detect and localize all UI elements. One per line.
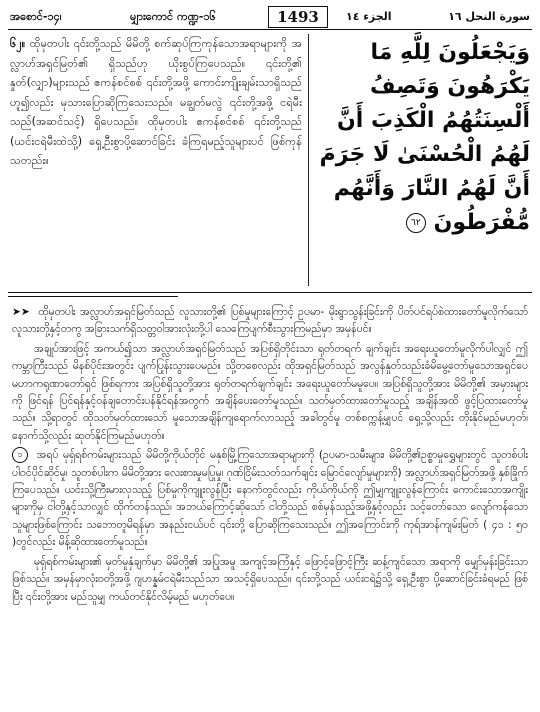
page-number: 1493 [268, 6, 328, 28]
page-header [8, 6, 532, 28]
translation-text: ထိုမှတပါး ၎င်းတို့သည် မိမိတို့ စက်ဆုပ်ကြကုန်သောအရာများကို အလ္လာဟ်အရှင်မြတ်၏ ရှိသည်ဟု ယိုးစွပ်ကြပေသည်။ ၎င်းတို့၏ နှုတ်(လျှာ)များသည် ဧကန်စင်စစ် ၎င်းတို့အဖို့ ကောင်းကျိုးချမ်းသာရှိသည်ဟူ၍လည်း မုသားပြောဆိုကြသေးသည်။ မချွတ်မလွဲ ၎င်းတို့အဖို့ ငရဲမီးသည်(အဆင်သင့်) ရှိပေသည်။ ထိုမှတပါး ဧကန်စင်စစ် ၎င်းတို့သည် (ယင်းငရဲမီးထဲသို့) ရှေ့ဦးစွာပို့ဆောင်ခြင်း ခံကြရမည့်သူများပင် ဖြစ်ကုန်သတည်း။ [10, 37, 302, 167]
translation-column [10, 34, 302, 286]
footnote-number: ၁ [12, 447, 28, 463]
arabic-verse [314, 36, 530, 240]
commentary-paragraph-2 [12, 341, 528, 445]
commentary-paragraph-3 [12, 447, 528, 551]
header-rule [8, 29, 532, 30]
commentary-text-2: အချုပ်အားဖြင့် အကယ်၍သာ အလ္လာဟ်အရှင်မြတ်သည် အပြစ်ရှိတိုင်းသာ ရုတ်တရက် ချက်ချင်း အရေးယူတော်မူလိုက်ပါလျှင် ဤကမ္ဘာကြီးသည် မိနစ်ပိုင်းအတွင်း ပျက်ပြုန်းသွားပေမည်။ သို့တစေလည်း ထိုအရှင်မြတ်သည် အလွန်နှုတ်သည်းခံမိမွေ့တော်မူသောအရှင်ပေ မဟာကရုဏာတော်ရှင် ဖြစ်ရကား အပြစ်ရှိသူတို့အား ရုတ်တရက်ချက်ချင်း အရေးယူတော်မမူပေ။ အပြစ်ရှိသူတို့အား မိမိတို့၏ အမှားများကို ဖြင်ရန် ပြင်ရန်နှင့်ဝန်ချတောင်းပန်နိုင်ရန်အတွက် အချိန်ပေးတော်မူသည်။ သတ်မှတ်ထားတော်မူသည့် အချိန်အထိ ဖွင့်ပြထားတော်မူသည်။ သို့ရာတွင် ထိုသတ်မှတ်ထားသော် မူသောအချိန်ကျရောက်လာသည့် အခါတွင်မူ တစ်စက္ကန့်မျှပင် ရှေ့သို့လည်း တိုးနိုင်မည်မဟုတ်၊ နောက်သို့လည်း ဆုတ်နိုင်ကြမည်မဟုတ်။ [12, 342, 528, 442]
commentary-section [12, 304, 528, 704]
commentary-text-3: အရပ် မုရှ်ရစ်ကမ်းများသည် မိမိတို့ကိုယ်တိုင် မနှစ်မြို့ကြသောအရာများကို (ဥပမာ-သမီးများ၊ မိမိတို့၏ဥစ္စာမှုရွှေများတွင် သူတစ်ပါးပါဝင်ပိုင်ဆိုင်မှု၊ သူတစ်ပါးက မိမိတို့အား လေးစားမှုမပြုမှု၊ ဂုဏ်ငြိမ်းသတ်သက်ချင်း မြောင်လျော်မှုများကို) အလ္လာဟ်အရှင်မြတ်အဖို့ နှစ်ခြိုက်ကြပေသည်။ ယင်းသို့ကြီးမားလှသည့် ပြစ်မှုကိုကျူးလွန်ပြီး နောက်တွင်လည်း ကိုယ်ကိုယ်ကို ဤမျှကျူးလွန်ကြောင်း ကောင်းသောအကျိုးများကိုမှ ငါတို့နှင့်သာလျှင် ထိုက်တန်သည်၊ အဘယ်ကြောင့်ဆိုသော် ငါတို့သည် စစ်မှန်သည့်အဖို့နှင့်လည်း သင့်တော်သော လျော်ကန်သောသူများဖြစ်ကြောင်း သဘောတူမိရန်မှာ အနည်းငယ်ပင် ၎င်းတို့ ပြောဆိုကြသေးသည်။ ဤအကြောင်းကို ကုရ်အာန်ကျမ်းမြတ် ( ၄၁ : ၅၀ )တွင်လည်း မိန့်ဆိုထားတော်မူသည်။ [12, 449, 528, 549]
footnote-rule [8, 296, 178, 297]
commentary-paragraph-1 [12, 304, 528, 339]
arrow-marker-icon: ➤➤ [12, 306, 30, 318]
translation-paragraph [10, 34, 302, 171]
volume-label: အစောင်-၁၄၊ [10, 10, 62, 23]
commentary-text-1: ထိုမှတပါး အလ္လာဟ်အရှင်မြတ်သည် လူသားတို့၏ ပြစ်မှုများကြောင့် ဥပမာ- မိုးရွာသွန်းခြင်းကို ပိတ်ပင်ရပ်စဲထားတော်မူလိုက်သော် လူသားတို့နှင့်တကွ အခြားသက်ရှိသတ္တဝါအားလုံးတို့ပါ သေကြေပျက်စီးသွားကြမည်မှာ အမှန်ပင်။ [12, 306, 528, 336]
arabic-column [314, 36, 530, 286]
commentary-text-4: မုရှ်ရစ်ကမ်းများ၏ မှတ်မှုနှံချက်မှာ မိမိတို့၏ အပြုအမူ အကျင့်အကြံနှင့် ဖြောင့်ဖြောင့်ကြီး ဆန့်ကျင်သော အရာကို မျှော်မှန်းခြင်းသာဖြစ်သည်။ အမှန်မှာလုံးဝတို့အဖို့ ဂျဟန္နမ်ငရဲမီးသည်သာ အသင့်ရှိပေသည်။ ၎င်းတို့သည် ယင်းငရဲ၌သို့ ရှေ့ဦးစွာ ပို့ဆောင်ခြင်းခံရမည် ဖြစ်ပြီး ၎င်းတို့အား မည်သူမျှ ကယ်တင်နိုင်လိမ့်မည် မဟုတ်ပေ။ [12, 555, 528, 603]
section-label: မျှားကောင် ကဏ္ဍ-၁၆ [130, 10, 216, 23]
surah-label: سورة النحل ١٦ [448, 10, 530, 23]
ayah-number-marker: ٦٢ [406, 213, 426, 233]
section-rule [8, 292, 532, 293]
juz-label: الجزء ١٤ [346, 10, 392, 23]
arabic-text: وَيَجْعَلُونَ لِلَّهِ مَا يَكْرَهُونَ وَتَصِفُ أَلْسِنَتُهُمُ الْكَذِبَ أَنَّ لَهُمُ الْحُسْنَىٰ لَا جَرَمَ أَنَّ لَهُمُ النَّارَ وَأَنَّهُم مُّفْرَطُونَ [319, 40, 530, 235]
verse-number: ၆၂။ [10, 37, 26, 50]
commentary-paragraph-4 [12, 554, 528, 606]
column-divider [308, 34, 309, 286]
